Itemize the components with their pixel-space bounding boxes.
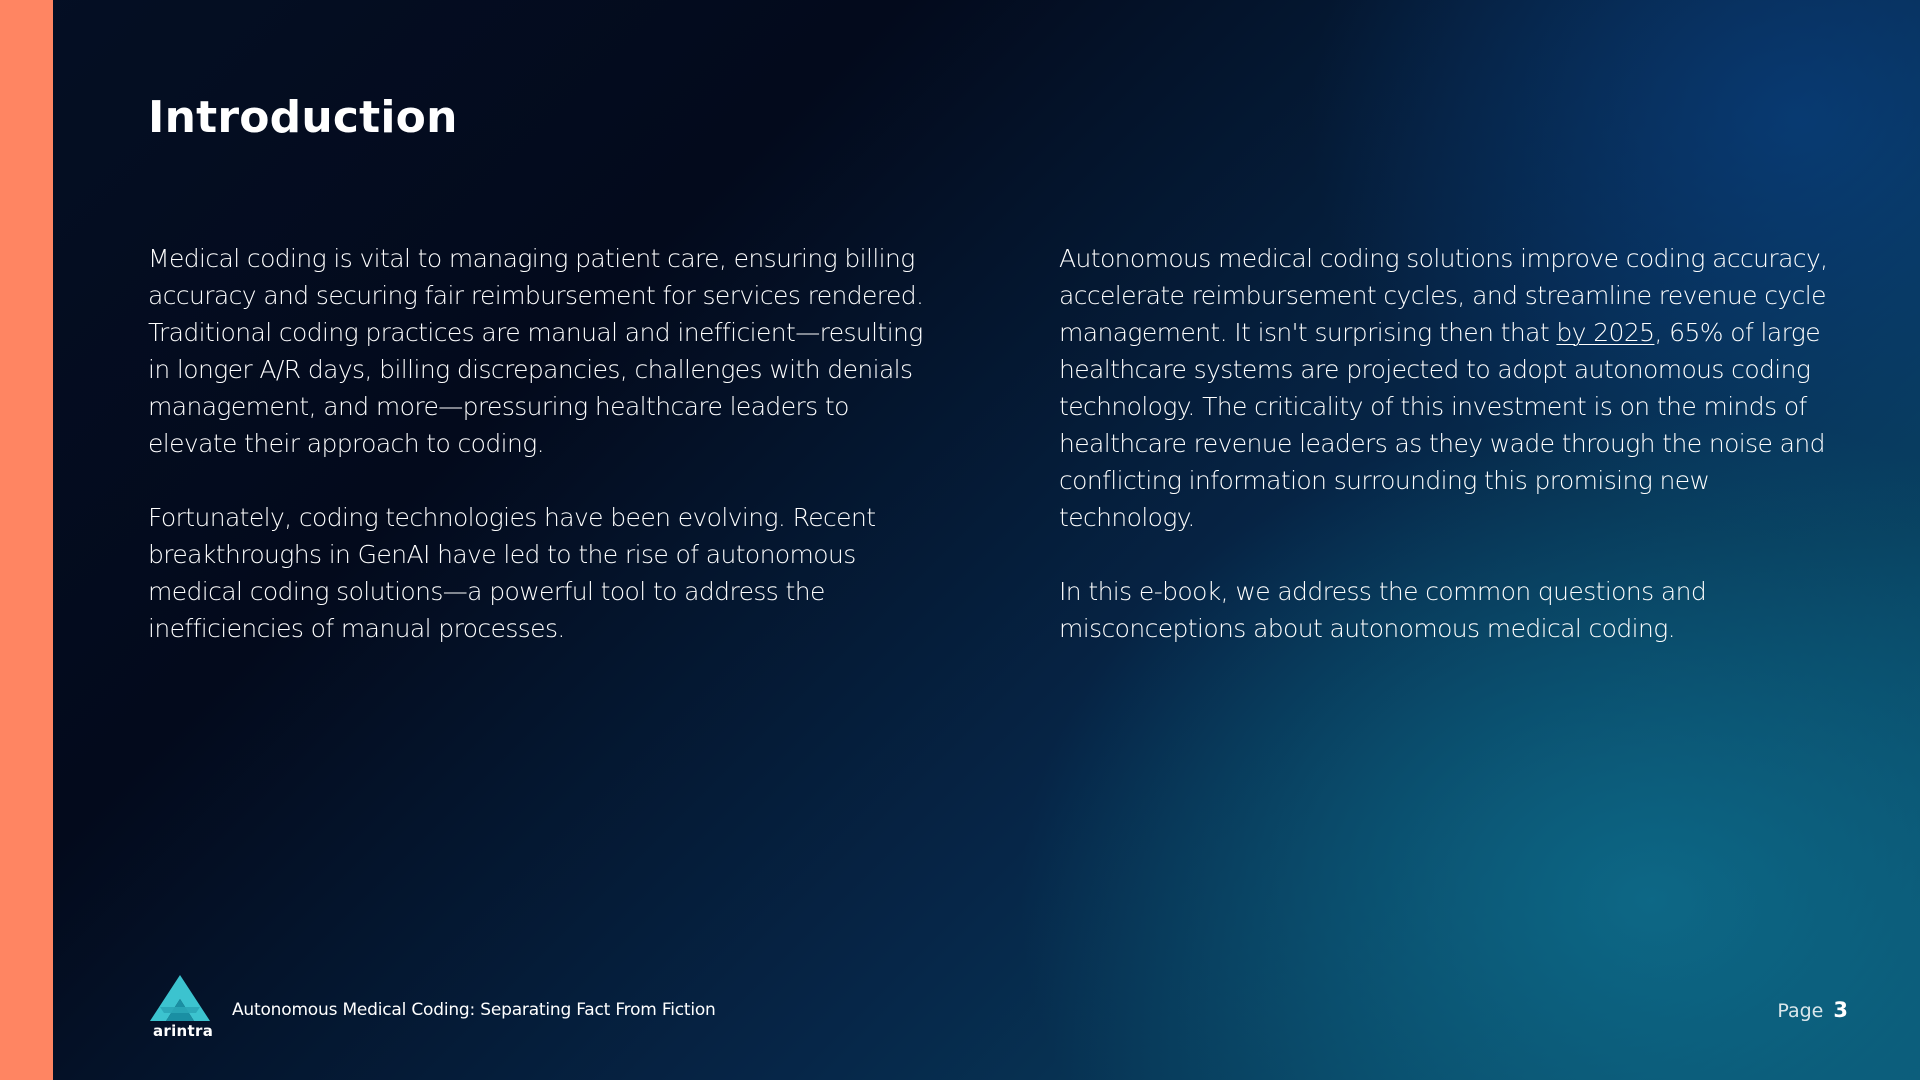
page-label: Page — [1777, 1000, 1824, 1022]
right-paragraph-2: In this e-book, we address the common questions and misconceptions about autonomous medical coding. — [1059, 577, 1707, 643]
left-column — [148, 240, 928, 684]
source-link[interactable]: by 2025 — [1556, 318, 1655, 347]
accent-bar — [0, 0, 53, 1080]
right-column — [1059, 240, 1849, 684]
page-title: Introduction — [148, 92, 458, 143]
footer-document-title: Autonomous Medical Coding: Separating Fact From Fiction — [232, 1000, 716, 1020]
page-number: 3 — [1833, 998, 1848, 1022]
left-paragraph-2: Fortunately, coding technologies have been evolving. Recent breakthroughs in GenAI have led to the rise of autonomous medical coding solutions—a powerful tool to address the inefficiencies of manual processes. — [148, 503, 876, 643]
right-paragraph-1-text-start: Autonomous medical coding solutions improve coding accuracy, accelerate reimbursement cycles, and streamline revenue cycle management. It isn't surprising then that — [1059, 244, 1828, 347]
right-paragraph-1 — [1059, 240, 1849, 536]
right-paragraph-1-text-end: , 65% of large healthcare systems are projected to adopt autonomous coding technology. The criticality of this investment is on the minds of healthcare revenue leaders as they wade through the noise and conflicting information surrounding this promising new technology. — [1059, 318, 1825, 532]
left-paragraph-1: Medical coding is vital to managing patient care, ensuring billing accuracy and securing fair reimbursement for services rendered. Traditional coding practices are manual and inefficient—resulting in longer A/R days, billing discrepancies, challenges with denials management, and more—pressuring healthcare leaders to elevate their approach to coding. — [148, 244, 924, 458]
page-indicator — [1777, 998, 1848, 1022]
brand-name: arintra — [153, 1022, 214, 1040]
